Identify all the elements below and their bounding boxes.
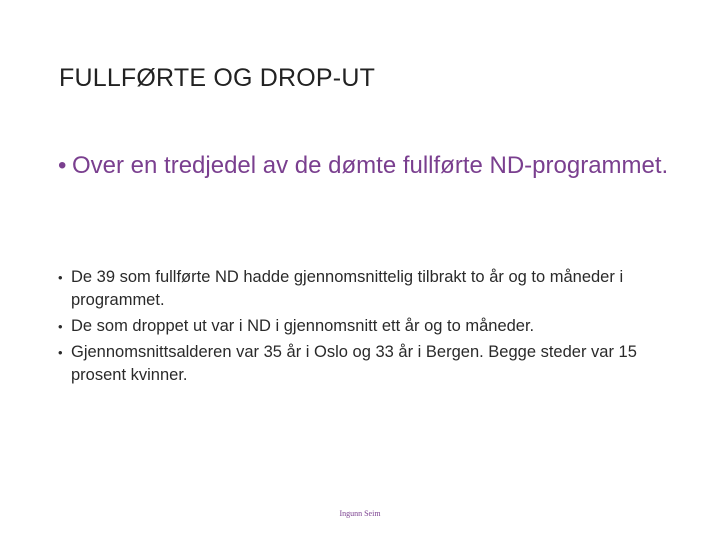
lead-list <box>58 148 678 184</box>
lead-bullet-marker: • <box>58 152 67 179</box>
lead-bullet-item <box>58 148 678 184</box>
lead-bullet-text: Over en tredjedel av de dømte fullførte ND-programmet. <box>72 152 669 179</box>
sub-bullet-item <box>58 315 678 338</box>
sub-bullet-item <box>58 266 678 312</box>
sub-bullet-marker: • <box>58 345 63 360</box>
sub-bullet-marker: • <box>58 319 63 334</box>
sub-bullet-text: De 39 som fullførte ND hadde gjennomsnittelig tilbrakt to år og to måneder i programmet. <box>71 268 624 309</box>
sub-bullet-item <box>58 341 678 387</box>
slide-title: FULLFØRTE OG DROP-UT <box>59 64 376 92</box>
sub-bullet-text: Gjennomsnittsalderen var 35 år i Oslo og 33 år i Bergen. Begge steder var 15 prosent kvinner. <box>71 343 637 384</box>
sub-bullet-list <box>58 266 678 390</box>
sub-bullet-text: De som droppet ut var i ND i gjennomsnitt ett år og to måneder. <box>71 317 535 335</box>
slide-footer: Ingunn Seim <box>339 509 381 518</box>
sub-bullet-marker: • <box>58 270 63 285</box>
